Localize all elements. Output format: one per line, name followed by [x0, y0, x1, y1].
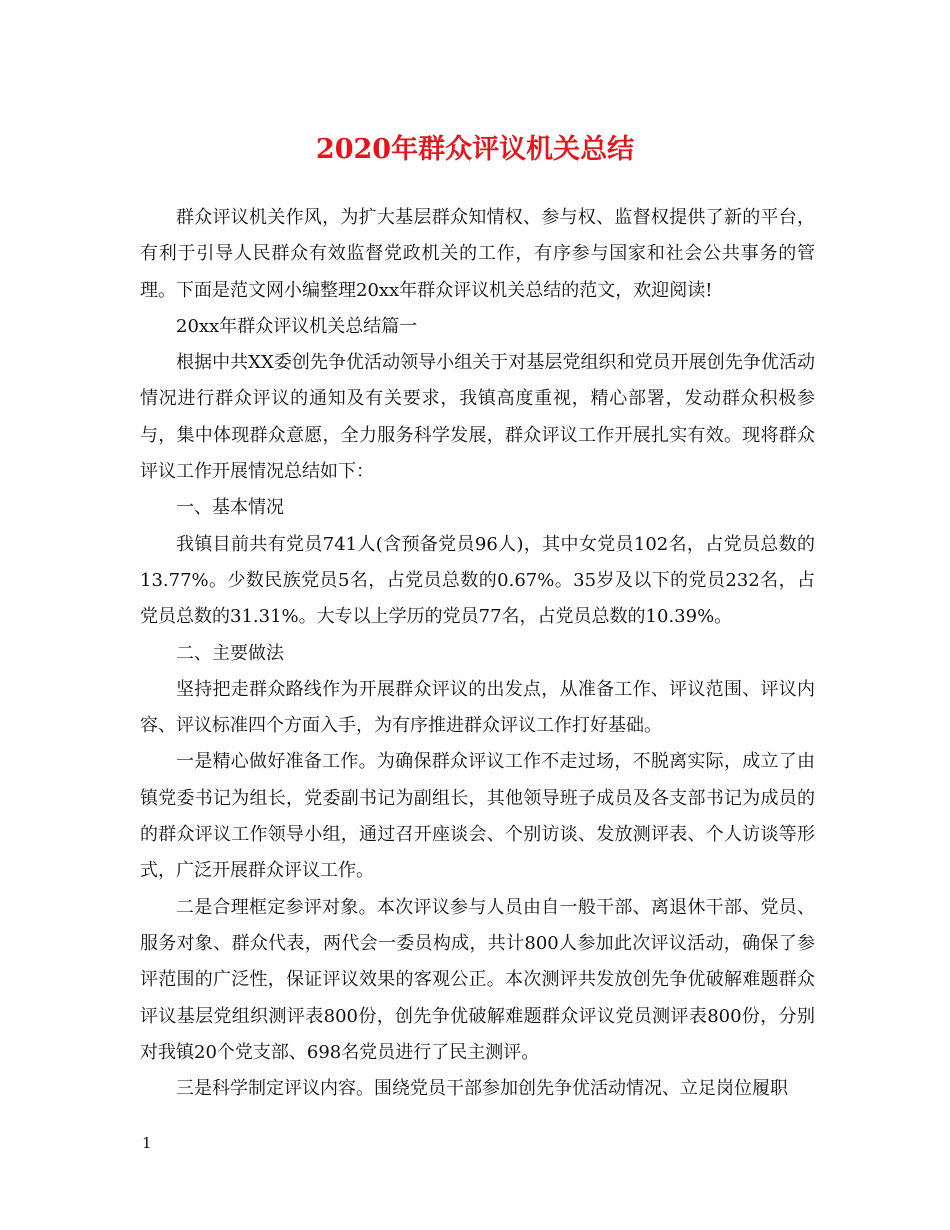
paragraph: 二是合理框定参评对象。本次评议参与人员由自一般干部、离退休干部、党员、服务对象、群众代表，两代会一委员构成，共计800人参加此次评议活动，确保了参评范围的广泛性，保证评议效果的客观公正。本次测评共发放创先争优破解难题群众评议基层党组织测评表800份，创先争优破解难题群众评议党员测评表800份，分别对我镇20个党支部、698名党员进行了民主测评。 [140, 896, 815, 1063]
section-heading: 二、主要做法 [176, 642, 284, 664]
section-heading: 一、基本情况 [176, 497, 284, 519]
document-title: 2020年群众评议机关总结 [315, 134, 635, 165]
document-body [140, 200, 815, 1107]
paragraph: 坚持把走群众路线作为开展群众评议的出发点，从准备工作、评议范围、评议内容、评议标准四个方面入手，为有序推进群众评议工作打好基础。 [140, 678, 815, 737]
paragraph: 三是科学制定评议内容。围绕党员干部参加创先争优活动情况、立足岗位履职 [176, 1078, 788, 1100]
page-number: 1 [142, 1134, 152, 1152]
paragraph: 一是精心做好准备工作。为确保群众评议工作不走过场，不脱离实际，成立了由镇党委书记为组长，党委副书记为副组长，其他领导班子成员及各支部书记为成员的的群众评议工作领导小组，通过召开座谈会、个别访谈、发放测评表、个人访谈等形式，广泛开展群众评议工作。 [140, 751, 815, 882]
section-heading: 20xx年群众评议机关总结篇一 [176, 315, 418, 337]
paragraph: 我镇目前共有党员741人(含预备党员96人)，其中女党员102名，占党员总数的13.77%。少数民族党员5名，占党员总数的0.67%。35岁及以下的党员232名，占党员总数的31.31%。大专以上学历的党员77名，占党员总数的10.39%。 [140, 533, 815, 628]
paragraph-intro: 群众评议机关作风，为扩大基层群众知情权、参与权、监督权提供了新的平台，有利于引导人民群众有效监督党政机关的工作，有序参与国家和社会公共事务的管理。下面是范文网小编整理20xx年群众评议机关总结的范文，欢迎阅读! [140, 207, 815, 301]
paragraph: 根据中共XX委创先争优活动领导小组关于对基层党组织和党员开展创先争优活动情况进行群众评议的通知及有关要求，我镇高度重视，精心部署，发动群众积极参与，集中体现群众意愿，全力服务科学发展，群众评议工作开展扎实有效。现将群众评议工作开展情况总结如下： [140, 352, 815, 483]
